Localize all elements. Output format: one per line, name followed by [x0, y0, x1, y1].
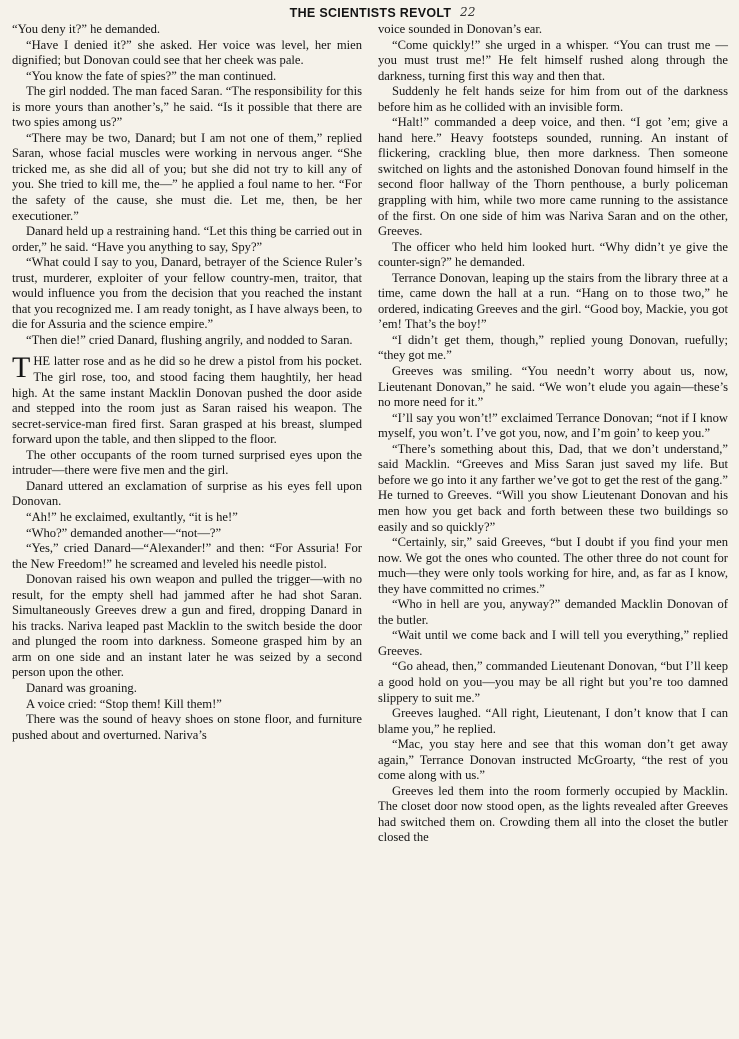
paragraph: Terrance Donovan, leaping up the stairs from the library three at a time, came down the hall at a run. “Hang on to those two,” he ordered, indicating Greeves and the girl. “Good boy, Mackie, you got ’em! That’s the boy!”	[378, 270, 728, 332]
right-column	[378, 22, 728, 846]
paragraph: “I’ll say you won’t!” exclaimed Terrance Donovan; “not if I know myself, you won’t. I’ve got you, now, and I’m goin’ to keep you.”	[378, 410, 728, 441]
paragraph: Donovan raised his own weapon and pulled the trigger—with no result, for the empty shell had jammed after he had shot Saran. Simultaneously Greeves drew a gun and fired, dropping Danard in his tracks. Nariva leaped past Macklin to the switch beside the door and plunged the room into darkness. Someone grasped him by an arm on one side and an instant later he was seized by a second person upon the other.	[12, 572, 362, 680]
left-column	[12, 22, 362, 846]
paragraph: “Who?” demanded another—“not—?”	[26, 525, 222, 540]
paragraph: voice sounded in Donovan’s ear.	[378, 22, 543, 36]
paragraph: Greeves was smiling. “You needn’t worry about us, now, Lieutenant Donovan,” he said. “We won’t elude you again—these’s no more need for it.”	[378, 364, 728, 410]
running-header	[12, 4, 729, 22]
paragraph: “Ah!” he exclaimed, exultantly, “it is he!”	[26, 509, 238, 524]
paragraph: “Come quickly!” she urged in a whisper. “You can trust me — you must trust me!” He felt himself rushed along through the darkness, turning first this way and then that.	[378, 37, 728, 83]
paragraph: “Wait until we come back and I will tell you everything,” replied Greeves.	[378, 628, 728, 658]
paragraph: Danard held up a restraining hand. “Let this thing be carried out in order,” he said. “Have you anything to say, Spy?”	[12, 224, 362, 254]
paragraph: “Certainly, sir,” said Greeves, “but I doubt if you find your men now. We got the ones who counted. The other three do not count for much—they were only tools working for hire, and, as far as I know, they have committed no crimes.”	[378, 535, 728, 596]
paragraph: Danard uttered an exclamation of surprise as his eyes fell upon Donovan.	[12, 478, 362, 509]
paragraph: “Mac, you stay here and see that this woman don’t get away again,” Terrance Donovan instructed McGroarty, “the rest of you come along with us.”	[378, 737, 728, 783]
page-number: 22	[460, 5, 476, 19]
paragraph: “You deny it?” he demanded.	[12, 22, 161, 36]
paragraph: “Then die!” cried Danard, flushing angrily, and nodded to Saran.	[26, 332, 353, 347]
paragraph: “I didn’t get them, though,” replied young Donovan, ruefully; “they got me.”	[378, 332, 728, 363]
paragraph: The girl nodded. The man faced Saran. “The responsibility for this is more yours than another’s,” he said. “Is it possible that there are two spies among us?”	[12, 84, 362, 130]
paragraph: “Have I denied it?” she asked. Her voice was level, her mien dignified; but Donovan could see that her cheek was pale.	[12, 37, 362, 68]
paragraph: The officer who held him looked hurt. “Why didn’t ye give the counter-sign?” he demanded.	[378, 239, 728, 270]
paragraph: “Halt!” commanded a deep voice, and then. “I got ’em; give a hand here.” Heavy footsteps sounded, running. An instant of flickering, crackling blue, then more darkness. Then someone switched on lights and the astonished Donovan found himself in the second floor hallway of the Thorn penthouse, a burly policeman grappling with him, while two more came running to the assistance of the first. On one side of him was Nariva Saran and on the other, Greeves.	[378, 115, 728, 239]
paragraph: The other occupants of the room turned surprised eyes upon the intruder—there were five men and the girl.	[12, 447, 362, 478]
paragraph: “Go ahead, then,” commanded Lieutenant Donovan, “but I’ll keep a good hold on you—you may be all right but you’re too damned slippery to suit me.”	[378, 659, 728, 705]
header-title: THE SCIENTISTS REVOLT	[289, 6, 452, 20]
paragraph: “There’s something about this, Dad, that we don’t understand,” said Macklin. “Greeves and Miss Saran just saved my life. But before we go into it any farther we’ve got to get the rest of the gang.” He turned to Greeves. “Will you show Lieutenant Donovan and his men how you get back and forth between these two buildings so easily and so quickly?”	[378, 441, 728, 534]
paragraph: Suddenly he felt hands seize for him from out of the darkness before him as he collided with an invisible form.	[378, 84, 728, 114]
paragraph: THE latter rose and as he did so he drew a pistol from his pocket. The girl rose, too, and stood facing them haughtily, her head high. At the same instant Macklin Donovan pushed the door aside and stepped into the room just as Saran raised his weapon. The secret-service-man fired first. Saran grasped at his breast, slumped forward upon the table, and then slipped to the floor.	[12, 351, 362, 447]
paragraph: Danard was groaning.	[26, 680, 137, 695]
paragraph: There was the sound of heavy shoes on stone floor, and furniture pushed about and overturned. Nariva’s	[12, 712, 362, 742]
paragraph: “You know the fate of spies?” the man continued.	[26, 68, 277, 83]
paragraph: “Who in hell are you, anyway?” demanded Macklin Donovan of the butler.	[378, 597, 728, 627]
paragraph: “What could I say to you, Danard, betrayer of the Science Ruler’s trust, murderer, exploiter of your fellow country-men, traitor, that would influence you from the decision that you reached the instant that you recognized me. I am ready tonight, as I have always been, to die for Assuria and the science empire.”	[12, 255, 362, 332]
paragraph: “There may be two, Danard; but I am not one of them,” replied Saran, whose facial muscles were working in nervous anger. “She tricked me, as she did all of you; but she did not try to kill any of you. She tried to kill me, the—” he applied a foul name to her. “For the safety of the cause, she must die. Let me, then, be her executioner.”	[12, 130, 362, 223]
text-columns	[12, 22, 729, 846]
paragraph: A voice cried: “Stop them! Kill them!”	[26, 696, 222, 711]
paragraph: Greeves led them into the room formerly occupied by Macklin. The closet door now stood open, as the lights revealed after Greeves had switched them on. Crowding them all into the closet the butler closed the	[378, 783, 728, 845]
paragraph: “Yes,” cried Danard—“Alexander!” and then: “For Assuria! For the New Freedom!” he screamed and leveled his needle pistol.	[12, 541, 362, 571]
drop-cap: T	[12, 351, 31, 385]
paragraph: Greeves laughed. “All right, Lieutenant, I don’t know that I can blame you,” he replied.	[378, 706, 728, 736]
